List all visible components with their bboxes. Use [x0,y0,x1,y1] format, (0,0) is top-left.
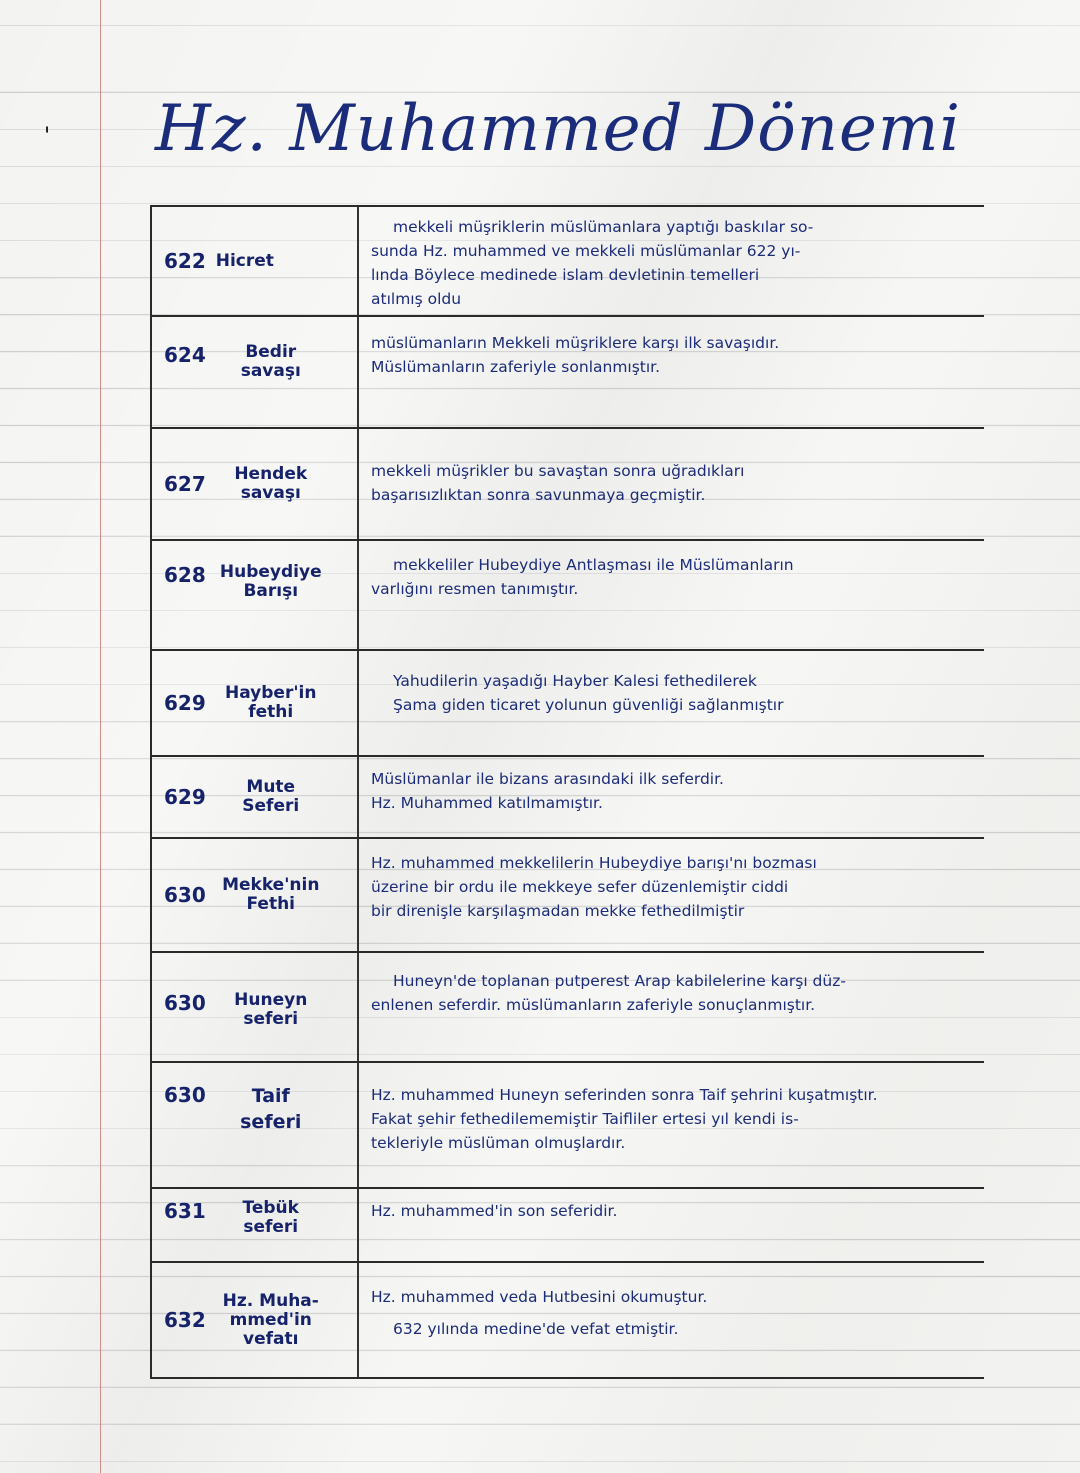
event-name [216,684,326,722]
description-line: Hz. muhammed Huneyn seferinden sonra Taif şehrini kuşatmıştır. [371,1086,878,1104]
event-name-line: seferi [243,1217,299,1237]
row-header [152,1189,357,1261]
description-line: başarısızlıktan sonra savunmaya geçmiştir. [371,486,706,504]
event-name-line: Mute [246,777,296,797]
row-header [152,541,357,649]
event-description [357,317,984,427]
row-header [152,429,357,539]
event-name-line: Hayber'in [225,683,317,703]
description-line: sunda Hz. muhammed ve mekkeli müslümanlar 622 yı- [371,242,801,260]
description-line: enlenen seferdir. müslümanların zaferiyle sonuçlanmıştır. [371,996,816,1014]
event-year: 632 [164,1308,206,1332]
description-line: varlığını resmen tanımıştır. [371,580,579,598]
row-header [152,953,357,1061]
event-description [357,541,984,649]
description-line: mekkeli müşrikler bu savaştan sonra uğradıkları [371,462,745,480]
event-name [216,876,326,914]
row-header [152,207,357,315]
description-line: tekleriyle müslüman olmuşlardır. [371,1134,626,1152]
event-description [357,757,984,837]
event-name [216,1199,326,1237]
event-description [357,429,984,539]
table-row [152,1187,984,1261]
description-line: bir direnişle karşılaşmadan mekke fethedilmiştir [371,902,745,920]
table-row [152,205,984,315]
table-row [152,427,984,539]
event-name-line: Tebük [242,1198,299,1218]
event-year: 627 [164,472,206,496]
event-year: 629 [164,785,206,809]
event-year: 630 [164,1083,206,1107]
event-name-line: Fethi [246,894,295,914]
event-name-line: vefatı [243,1328,299,1349]
timeline-table [150,205,984,1379]
event-name [216,1083,326,1135]
notebook-margin-line [100,0,101,1473]
table-row [152,755,984,837]
table-row [152,649,984,755]
description-line: mekkeli müşriklerin müslümanlara yaptığı baskılar so- [393,218,814,236]
event-name-line: Barışı [243,581,299,601]
event-name-line: Bedir [245,342,297,362]
event-name-line: Seferi [242,796,300,816]
event-name [216,778,326,816]
description-line: 632 yılında medine'de vefat etmiştir. [393,1320,679,1338]
description-line: mekkeliler Hubeydiye Antlaşması ile Müslümanların [393,556,794,574]
description-line: Müslümanların zaferiyle sonlanmıştır. [371,358,661,376]
description-line: Fakat şehir fethedilememiştir Taifliler ertesi yıl kendi is- [371,1110,799,1128]
event-name [216,563,326,601]
row-header [152,317,357,427]
event-name-line: Taif [251,1085,290,1107]
event-name [216,465,326,503]
event-name-line: savaşı [240,361,301,381]
event-year: 630 [164,991,206,1015]
event-year: 631 [164,1199,206,1223]
row-header [152,1263,357,1377]
table-row [152,1061,984,1187]
event-name-line: seferi [240,1111,302,1133]
event-name-line: Hubeydiye [219,562,322,582]
event-name-line: mmed'in [229,1309,312,1330]
event-year: 624 [164,343,206,367]
event-name [216,252,326,271]
table-row [152,1261,984,1379]
event-name-line: Huneyn [234,990,308,1010]
stray-pen-mark: ' [44,124,51,149]
row-header [152,757,357,837]
description-line: Hz. muhammed veda Hutbesini okumuştur. [371,1288,708,1306]
event-name [216,1292,326,1349]
event-name-line: Mekke'nin [222,875,320,895]
table-row [152,837,984,951]
row-header [152,839,357,951]
table-row [152,951,984,1061]
event-name-line: savaşı [240,483,301,503]
description-line: Müslümanlar ile bizans arasındaki ilk seferdir. [371,770,724,788]
table-row [152,315,984,427]
event-name [216,343,326,381]
event-description [357,651,984,755]
row-header [152,651,357,755]
event-name-line: Hz. Muha- [222,1290,319,1311]
event-name-line: fethi [248,702,294,722]
event-description [357,839,984,951]
event-description [357,953,984,1061]
description-line: atılmış oldu [371,290,462,308]
event-description [357,1063,984,1187]
event-name [216,991,326,1029]
page-title: Hz. Muhammed Dönemi [155,92,961,166]
event-year: 628 [164,563,206,587]
description-line: Hz. muhammed mekkelilerin Hubeydiye barışı'nı bozması [371,854,817,872]
event-description [357,1263,984,1377]
event-name-line: Hicret [215,250,274,271]
row-header [152,1063,357,1187]
event-year: 629 [164,691,206,715]
event-description [357,207,984,315]
event-year: 630 [164,883,206,907]
description-line: Hz. Muhammed katılmamıştır. [371,794,603,812]
description-line: Yahudilerin yaşadığı Hayber Kalesi fethedilerek [393,672,757,690]
description-line: Huneyn'de toplanan putperest Arap kabilelerine karşı düz- [393,972,846,990]
description-line: Şama giden ticaret yolunun güvenliği sağlanmıştır [393,696,784,714]
table-row [152,539,984,649]
event-description [357,1189,984,1261]
description-line: müslümanların Mekkeli müşriklere karşı ilk savaşıdır. [371,334,780,352]
event-name-line: Hendek [234,464,308,484]
event-year: 622 [164,249,206,273]
description-line: Hz. muhammed'in son seferidir. [371,1202,618,1220]
description-line: üzerine bir ordu ile mekkeye sefer düzenlemiştir ciddi [371,878,789,896]
description-line: lında Böylece medinede islam devletinin temelleri [371,266,760,284]
event-name-line: seferi [243,1009,299,1029]
